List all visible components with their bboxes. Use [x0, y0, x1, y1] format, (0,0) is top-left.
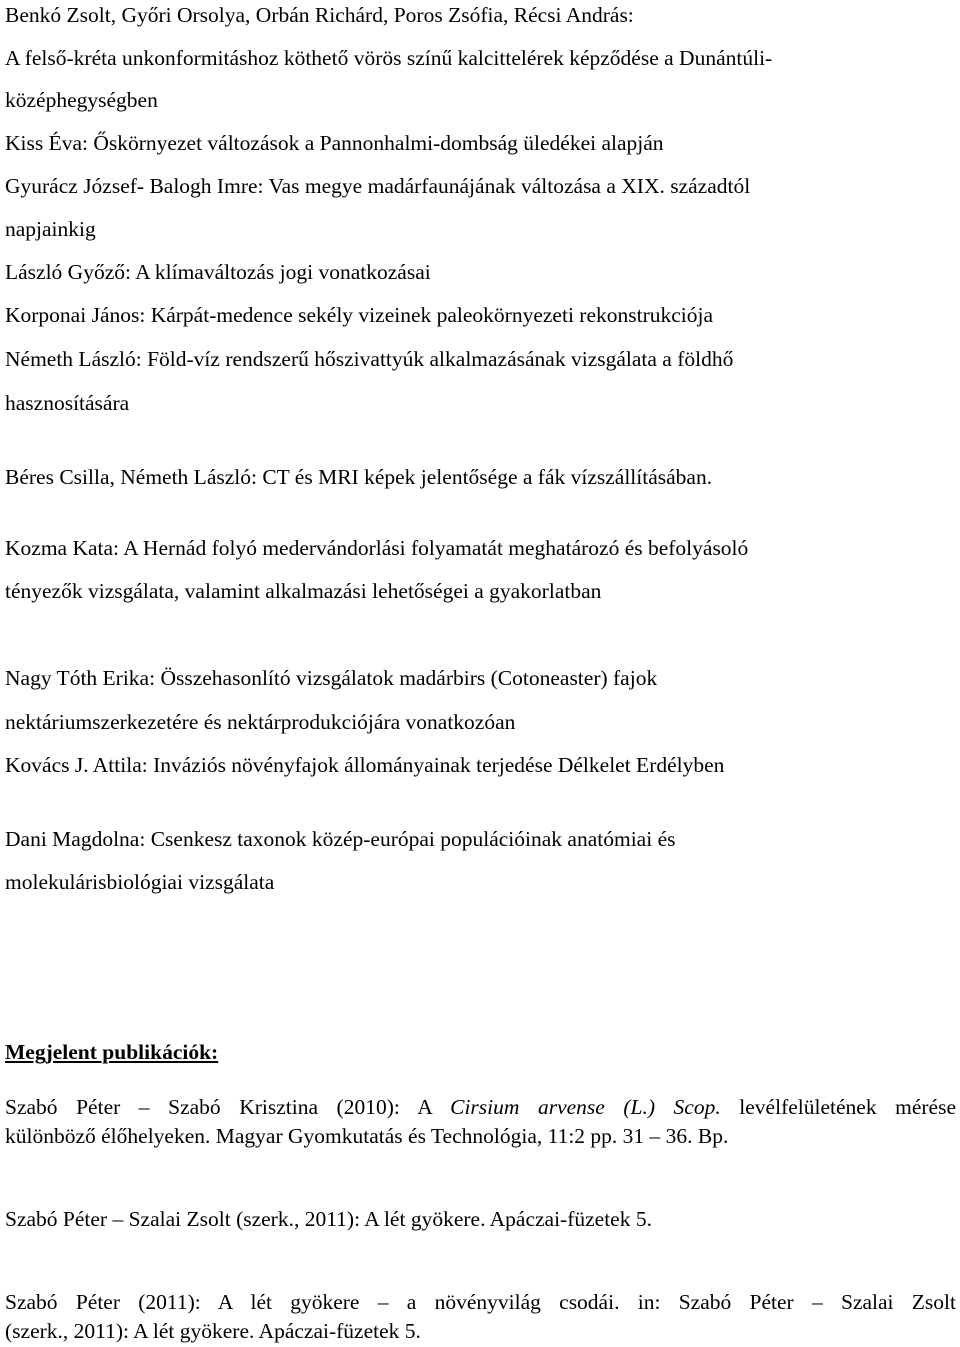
text-line: A felső-kréta unkonformitáshoz köthető vörös színű kalcittelérek képződése a Dunántúli- [5, 46, 773, 70]
text-line: Korponai János: Kárpát-medence sekély vizeinek paleokörnyezeti rekonstrukciója [5, 303, 714, 327]
text-line: Béres Csilla, Németh László: CT és MRI képek jelentősége a fák vízszállításában. [5, 465, 713, 489]
text-line: Kozma Kata: A Hernád folyó medervándorlási folyamatát meghatározó és befolyásoló [5, 536, 749, 560]
text-line: molekulárisbiológiai vizsgálata [5, 870, 275, 894]
publication-1-text-a: Szabó Péter – Szabó Krisztina (2010): A [5, 1095, 451, 1119]
text-line: középhegységben [5, 88, 158, 112]
text-line: Benkó Zsolt, Győri Orsolya, Orbán Richárd, Poros Zsófia, Récsi András: [5, 3, 634, 27]
text-line: Nagy Tóth Erika: Összehasonlító vizsgálatok madárbirs (Cotoneaster) fajok [5, 666, 658, 690]
text-line: hasznosítására [5, 391, 130, 415]
text-line: Dani Magdolna: Csenkesz taxonok közép-európai populációinak anatómiai és [5, 827, 676, 851]
text-line: László Győző: A klímaváltozás jogi vonatkozásai [5, 260, 431, 284]
publication-3-line-1: Szabó Péter (2011): A lét gyökere – a növényvilág csodái. in: Szabó Péter – Szalai Zsolt [5, 1290, 956, 1314]
text-line: Kovács J. Attila: Inváziós növényfajok állományainak terjedése Délkelet Erdélyben [5, 753, 725, 777]
publication-3-line-2: (szerk., 2011): A lét gyökere. Apáczai-füzetek 5. [5, 1319, 421, 1343]
publication-2: Szabó Péter – Szalai Zsolt (szerk., 2011): A lét gyökere. Apáczai-füzetek 5. [5, 1207, 652, 1231]
text-line: nektáriumszerkezetére és nektárprodukciójára vonatkozóan [5, 710, 516, 734]
publication-1-text-b: levélfelületének mérése [720, 1095, 956, 1119]
section-heading: Megjelent publikációk: [5, 1040, 219, 1064]
text-line: tényezők vizsgálata, valamint alkalmazási lehetőségei a gyakorlatban [5, 579, 602, 603]
text-line: Németh László: Föld-víz rendszerű hőszivattyúk alkalmazásának vizsgálata a földhő [5, 347, 734, 371]
publication-1-line-2: különböző élőhelyeken. Magyar Gyomkutatás és Technológia, 11:2 pp. 31 – 36. Bp. [5, 1124, 729, 1148]
text-line: napjainkig [5, 217, 96, 241]
text-line: Kiss Éva: Őskörnyezet változások a Pannonhalmi-dombság üledékei alapján [5, 131, 664, 155]
text-line: Gyurácz József- Balogh Imre: Vas megye madárfaunájának változása a XIX. századtól [5, 174, 751, 198]
publication-1-species-name: Cirsium arvense (L.) Scop. [450, 1095, 721, 1119]
publication-1-line-1 [5, 1097, 956, 1119]
